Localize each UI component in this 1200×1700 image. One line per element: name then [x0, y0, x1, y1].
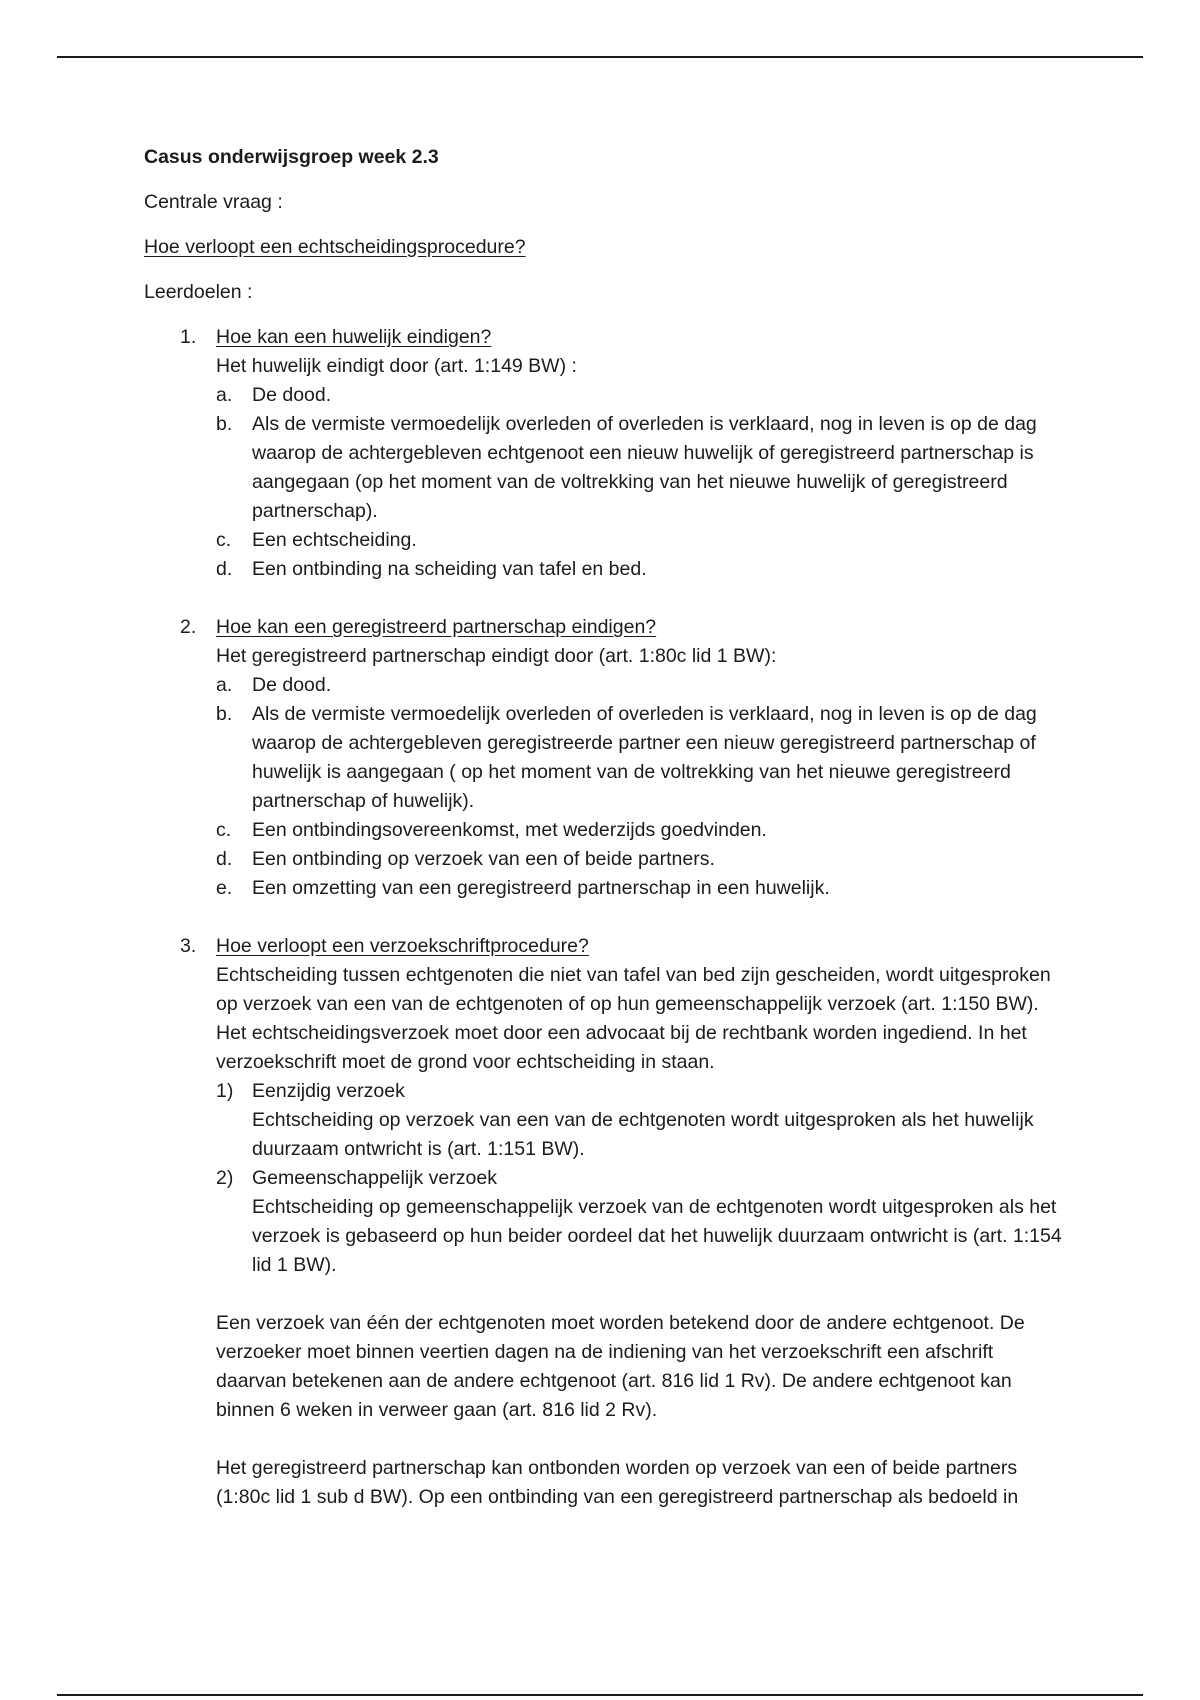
list-item: c. Een ontbindingsovereenkomst, met wederzijds goedvinden. — [216, 819, 767, 841]
list-item-heading: Eenzijdig verzoek — [252, 1080, 405, 1102]
goal-number: 2. — [180, 616, 197, 638]
list-item: d. Een ontbinding na scheiding van tafel en bed. — [216, 558, 647, 580]
list-item-text: Echtscheiding op gemeenschappelijk verzoek van de echtgenoten wordt uitgesproken als het verzoek is gebaseerd op hun beider oordeel dat het huwelijk duurzaam ontwricht is (art. 1:154 lid 1 BW). — [252, 1196, 1062, 1276]
list-item: b. Als de vermiste vermoedelijk overleden of overleden is verklaard, nog in leven is op de dag waarop de achtergebleven echtgenoot een nieuw huwelijk of geregistreerd partnerschap is aangegaan (op het moment van de voltrekking van het nieuwe huwelijk of geregistreerd partnerschap). — [216, 413, 1037, 522]
central-question-label: Centrale vraag : — [144, 191, 283, 213]
footer-rule — [57, 1694, 1143, 1696]
paragraph: Het geregistreerd partnerschap kan ontbonden worden op verzoek van een of beide partners (1:80c lid 1 sub d BW). Op een ontbinding van een geregistreerd partnerschap als bedoeld in — [216, 1457, 1019, 1508]
list-item: e. Een omzetting van een geregistreerd partnerschap in een huwelijk. — [216, 877, 830, 899]
list-item: b. Als de vermiste vermoedelijk overleden of overleden is verklaard, nog in leven is op de dag waarop de achtergebleven geregistreerde partner een nieuw geregistreerd partnerschap of huwelijk is aangegaan ( op het moment van de voltrekking van het nieuwe geregistreerd partnerschap of huwelijk). — [216, 703, 1037, 812]
list-item: a. De dood. — [216, 384, 332, 406]
goal-title: Hoe verloopt een verzoekschriftprocedure? — [216, 935, 589, 957]
central-question: Hoe verloopt een echtscheidingsprocedure? — [144, 236, 526, 258]
list-item-heading: Gemeenschappelijk verzoek — [252, 1167, 497, 1189]
goal-intro: Echtscheiding tussen echtgenoten die niet van tafel van bed zijn gescheiden, wordt uitgesproken op verzoek van een van de echtgenoten of op hun gemeenschappelijk verzoek (art. 1:150 BW). Het echtscheidingsverzoek moet door een advocaat bij de rechtbank worden ingediend. In het verzoekschrift moet de grond voor echtscheiding in staan. — [216, 964, 1051, 1073]
learning-goals-label: Leerdoelen : — [144, 281, 253, 303]
list-item-text: Echtscheiding op verzoek van een van de echtgenoten wordt uitgesproken als het huwelijk duurzaam ontwricht is (art. 1:151 BW). — [252, 1109, 1034, 1160]
goal-number: 3. — [180, 935, 197, 957]
header-rule — [57, 56, 1143, 58]
learning-goal-2 — [144, 613, 1064, 903]
list-item: 1) Eenzijdig verzoek Echtscheiding op verzoek van een van de echtgenoten wordt uitgesproken als het huwelijk duurzaam ontwricht is (art. 1:151 BW). — [216, 1077, 1064, 1164]
list-item: 2) Gemeenschappelijk verzoek Echtscheiding op gemeenschappelijk verzoek van de echtgenoten wordt uitgesproken als het verzoek is gebaseerd op hun beider oordeel dat het huwelijk duurzaam ontwricht is (art. 1:154 lid 1 BW). — [216, 1164, 1064, 1280]
list-item: d. Een ontbinding op verzoek van een of beide partners. — [216, 848, 715, 870]
goal-intro: Het huwelijk eindigt door (art. 1:149 BW) : — [216, 355, 577, 377]
learning-goal-3 — [144, 932, 1064, 1512]
learning-goal-1 — [144, 323, 1064, 584]
document-page — [144, 143, 1064, 1512]
goal-intro: Het geregistreerd partnerschap eindigt door (art. 1:80c lid 1 BW): — [216, 645, 777, 667]
list-item: c. Een echtscheiding. — [216, 529, 417, 551]
goal-number: 1. — [180, 326, 197, 348]
paragraph: Een verzoek van één der echtgenoten moet worden betekend door de andere echtgenoot. De verzoeker moet binnen veertien dagen na de indiening van het verzoekschrift een afschrift daarvan betekenen aan de andere echtgenoot (art. 816 lid 1 Rv). De andere echtgenoot kan binnen 6 weken in verweer gaan (art. 816 lid 2 Rv). — [216, 1312, 1025, 1421]
goal-title: Hoe kan een geregistreerd partnerschap eindigen? — [216, 616, 657, 638]
goal-title: Hoe kan een huwelijk eindigen? — [216, 326, 492, 348]
list-item: a. De dood. — [216, 674, 332, 696]
document-title: Casus onderwijsgroep week 2.3 — [144, 146, 439, 168]
